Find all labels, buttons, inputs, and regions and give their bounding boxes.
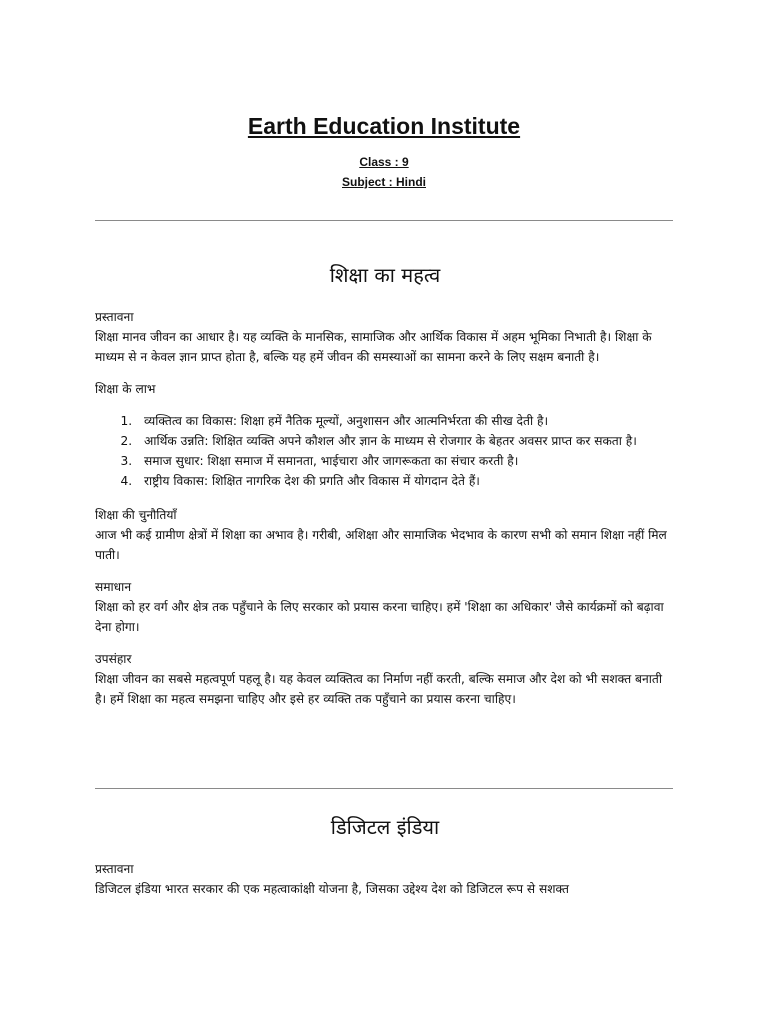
list-item: 3. समाज सुधार: शिक्षा समाज में समानता, भाईचारा और जागरूकता का संचार करती है।: [136, 451, 675, 471]
document-header: [0, 110, 768, 192]
list-item: 1. व्यक्तित्व का विकास: शिक्षा हमें नैतिक मूल्यों, अनुशासन और आत्मनिर्भरता की सीख देती है।: [136, 411, 675, 431]
section-heading-intro: प्रस्तावना: [95, 862, 134, 876]
section-text-intro: डिजिटल इंडिया भारत सरकार की एक महत्वाकांक्षी योजना है, जिसका उद्देश्य देश को डिजिटल रूप से सशक्त: [95, 882, 569, 896]
list-item: 4. राष्ट्रीय विकास: शिक्षित नागरिक देश की प्रगति और विकास में योगदान देते हैं।: [136, 471, 675, 491]
section-heading-conclusion: उपसंहार: [95, 652, 132, 666]
section-text-intro: शिक्षा मानव जीवन का आधार है। यह व्यक्ति के मानसिक, सामाजिक और आर्थिक विकास में अहम भूमिका निभाती है। शिक्षा के माध्यम से न केवल ज्ञान प्राप्त होता है, बल्कि यह हमें जीवन की समस्याओं का सामना करने के लिए सक्षम बनाती है।: [95, 330, 652, 364]
section-text-solution: शिक्षा को हर वर्ग और क्षेत्र तक पहुँचाने के लिए सरकार को प्रयास करना चाहिए। हमें 'शिक्षा का अधिकार' जैसे कार्यक्रमों को बढ़ावा देना होगा।: [95, 600, 664, 634]
institute-title: Earth Education Institute: [247, 113, 521, 139]
essay-digital-india: [95, 812, 675, 899]
section-heading-solution: समाधान: [95, 580, 132, 594]
divider-top: [95, 220, 673, 221]
section-text-challenges: आज भी कई ग्रामीण क्षेत्रों में शिक्षा का अभाव है। गरीबी, अशिक्षा और सामाजिक भेदभाव के कारण सभी को समान शिक्षा नहीं मिल पाती।: [95, 528, 667, 562]
essay-title: शिक्षा का महत्व: [329, 263, 441, 287]
benefits-list: [95, 411, 675, 491]
essay-title: डिजिटल इंडिया: [330, 815, 440, 839]
section-text-conclusion: शिक्षा जीवन का सबसे महत्वपूर्ण पहलू है। यह केवल व्यक्तित्व का निर्माण नहीं करती, बल्कि समाज और देश को भी सशक्त बनाती है। हमें शिक्षा का महत्व समझना चाहिए और इसे हर व्यक्ति तक पहुँचाने का प्रयास करना चाहिए।: [95, 672, 662, 706]
subject-line: Subject : Hindi: [342, 175, 426, 189]
divider-middle: [95, 788, 673, 789]
section-heading-challenges: शिक्षा की चुनौतियाँ: [95, 508, 177, 522]
section-heading-intro: प्रस्तावना: [95, 310, 134, 324]
class-line: Class : 9: [359, 155, 409, 169]
essay-education: [95, 260, 675, 709]
section-heading-benefits: शिक्षा के लाभ: [95, 382, 156, 396]
list-item: 2. आर्थिक उन्नति: शिक्षित व्यक्ति अपने कौशल और ज्ञान के माध्यम से रोजगार के बेहतर अवसर प्राप्त कर सकता है।: [136, 431, 675, 451]
